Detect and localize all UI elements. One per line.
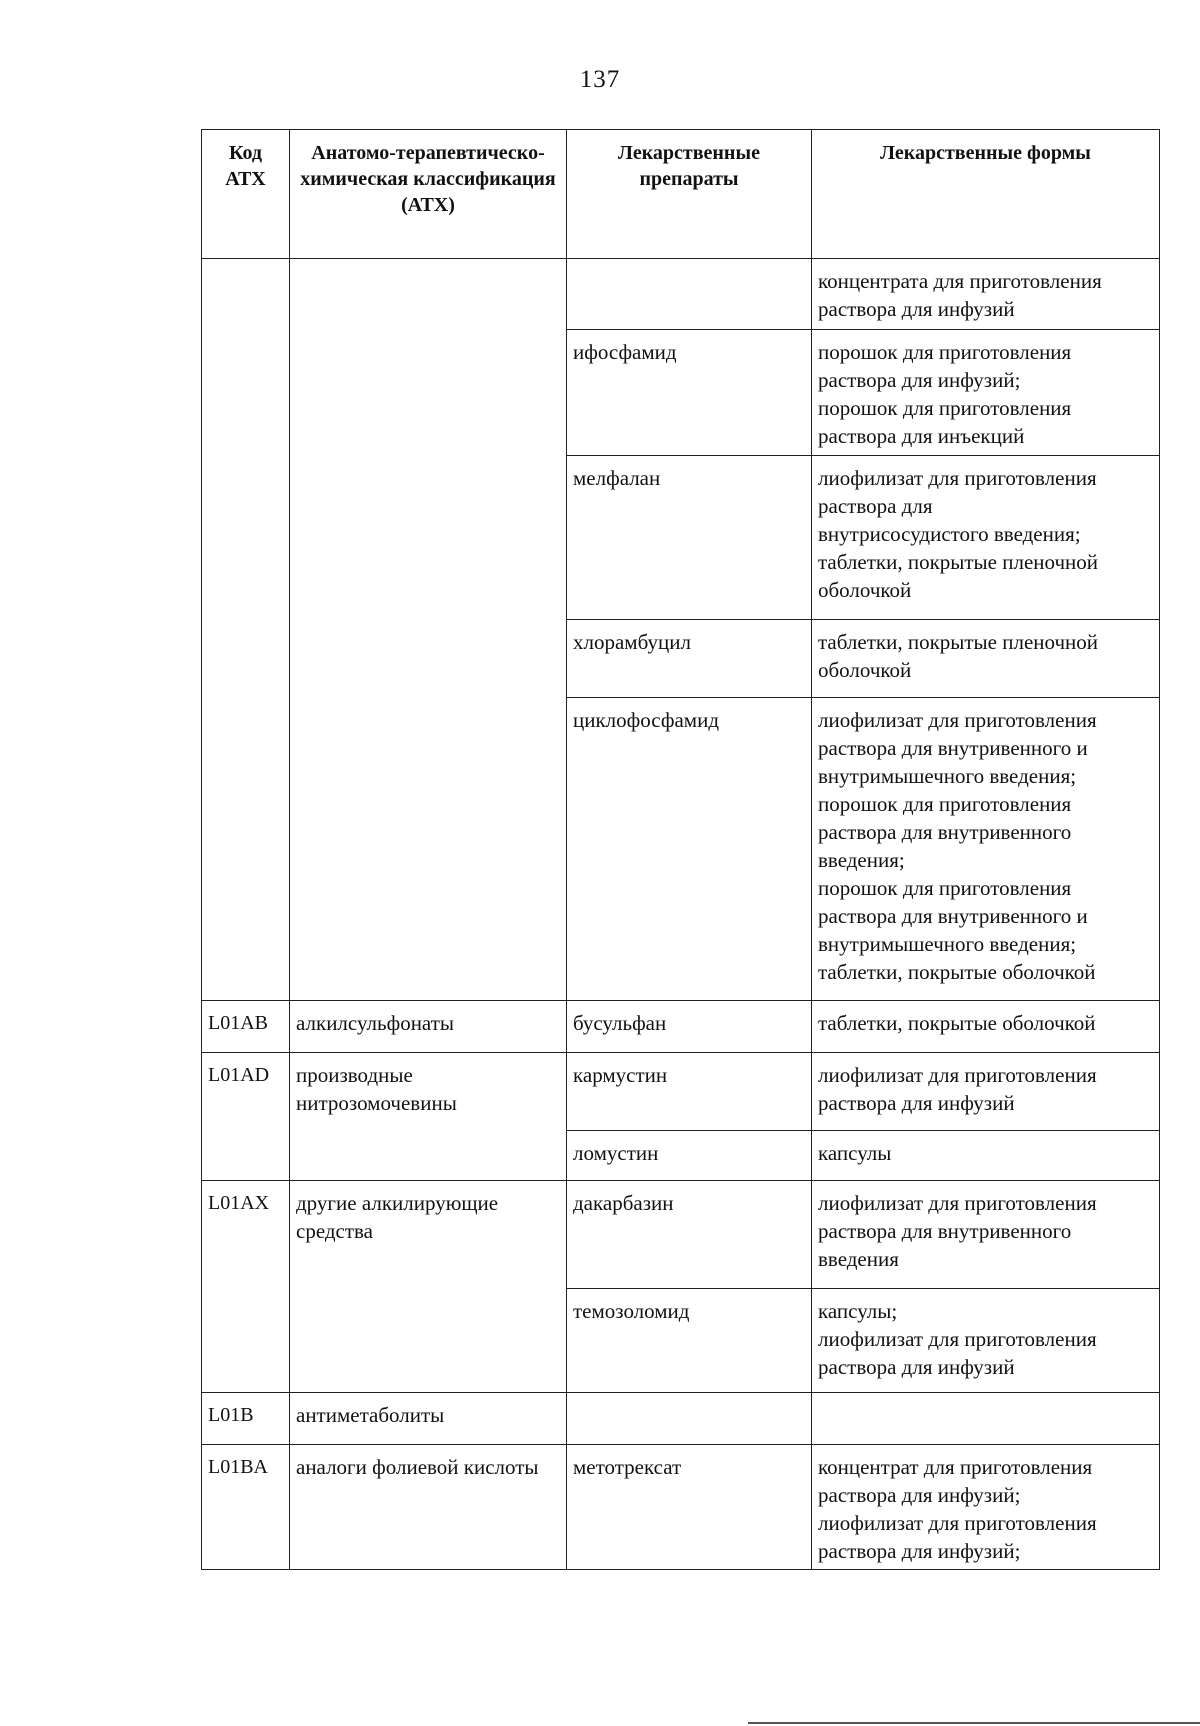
dosage-form-line: раствора для инъекций [818,424,1025,448]
dosage-form-line: концентрат для приготовления [818,1455,1093,1479]
atx-code-cell [202,259,290,1001]
atx-code-cell: L01B [202,1393,290,1445]
dosage-form-line: введения; [818,848,905,872]
drug-name-cell: кармустин [567,1053,812,1131]
atx-code-cell: L01AX [202,1181,290,1393]
dosage-form-line: раствора для инфузий [818,297,1015,321]
dosage-form-line: раствора для внутривенного [818,1219,1072,1243]
dosage-forms-cell [812,259,1160,330]
drug-name-cell: бусульфан [567,1001,812,1053]
drug-name-cell: дакарбазин [567,1181,812,1289]
dosage-form-line: капсулы; [818,1299,898,1323]
dosage-form-line: порошок для приготовления [818,340,1072,364]
dosage-form-line: раствора для внутривенного [818,820,1072,844]
dosage-form-line: таблетки, покрытые пленочной [818,630,1099,654]
header-code: Код АТХ [202,130,290,259]
dosage-form-line: оболочкой [818,658,912,682]
table-row [202,1181,1160,1289]
atx-classification-cell: аналоги фолиевой кислоты [290,1445,567,1570]
table-body [202,259,1160,1570]
dosage-form-line: таблетки, покрытые оболочкой [818,960,1096,984]
header-forms: Лекарственные формы [812,130,1160,259]
dosage-form-line: порошок для приготовления [818,876,1072,900]
header-classification: Анатомо-терапевтическо-химическая классификация (АТХ) [290,130,567,259]
atx-classification-cell: алкилсульфонаты [290,1001,567,1053]
dosage-form-line: капсулы [818,1141,892,1165]
dosage-form-line: раствора для [818,494,933,518]
dosage-forms-cell [812,1053,1160,1131]
dosage-form-line: лиофилизат для приготовления [818,1063,1097,1087]
dosage-form-line: лиофилизат для приготовления [818,1511,1097,1535]
atx-classification-cell: антиметаболиты [290,1393,567,1445]
dosage-forms-cell [812,1001,1160,1053]
dosage-form-line: таблетки, покрытые оболочкой [818,1011,1096,1035]
dosage-forms-cell [812,330,1160,456]
dosage-form-line: внутримышечного введения; [818,764,1077,788]
table-row [202,1393,1160,1445]
dosage-form-line: раствора для инфузий [818,1091,1015,1115]
dosage-form-line: порошок для приготовления [818,396,1072,420]
dosage-forms-cell [812,1289,1160,1393]
dosage-form-line: оболочкой [818,578,912,602]
dosage-form-line: таблетки, покрытые пленочной [818,550,1099,574]
dosage-form-line: раствора для внутривенного и [818,736,1088,760]
dosage-form-line: внутримышечного введения; [818,932,1077,956]
dosage-form-line: лиофилизат для приготовления [818,1191,1097,1215]
dosage-forms-cell [812,698,1160,1001]
drug-name-cell [567,259,812,330]
page-number: 137 [579,66,621,93]
drug-name-cell: хлорамбуцил [567,620,812,698]
dosage-form-line: раствора для инфузий; [818,368,1021,392]
atx-classification-cell [290,259,567,1001]
table-row [202,1001,1160,1053]
dosage-forms-cell [812,456,1160,620]
table-header-row [202,130,1160,259]
atx-table [201,129,1160,1570]
table-row [202,1445,1160,1570]
page-bottom-rule [748,1722,1200,1724]
atx-classification-cell: другие алкилирующие средства [290,1181,567,1393]
drug-name-cell: темозоломид [567,1289,812,1393]
atx-code-cell: L01AD [202,1053,290,1181]
dosage-forms-cell [812,1131,1160,1181]
dosage-form-line: лиофилизат для приготовления [818,1327,1097,1351]
dosage-forms-cell [812,1393,1160,1445]
dosage-form-line: порошок для приготовления [818,792,1072,816]
dosage-form-line: раствора для инфузий; [818,1539,1021,1563]
dosage-form-line: раствора для инфузий [818,1355,1015,1379]
header-drugs: Лекарственные препараты [567,130,812,259]
atx-code-cell: L01AB [202,1001,290,1053]
dosage-form-line: лиофилизат для приготовления [818,708,1097,732]
dosage-form-line: лиофилизат для приготовления [818,466,1097,490]
dosage-forms-cell [812,620,1160,698]
drug-name-cell: метотрексат [567,1445,812,1570]
dosage-forms-cell [812,1181,1160,1289]
table-row [202,259,1160,330]
dosage-form-line: раствора для инфузий; [818,1483,1021,1507]
table-row [202,1053,1160,1131]
atx-table-container [201,129,1160,1570]
dosage-form-line: раствора для внутривенного и [818,904,1088,928]
dosage-form-line: внутрисосудистого введения; [818,522,1081,546]
dosage-forms-cell [812,1445,1160,1570]
drug-name-cell: ломустин [567,1131,812,1181]
dosage-form-line: концентрата для приготовления [818,269,1102,293]
drug-name-cell: мелфалан [567,456,812,620]
drug-name-cell: циклофосфамид [567,698,812,1001]
atx-code-cell: L01BA [202,1445,290,1570]
dosage-form-line: введения [818,1247,899,1271]
atx-classification-cell: производные нитрозомочевины [290,1053,567,1181]
drug-name-cell: ифосфамид [567,330,812,456]
drug-name-cell [567,1393,812,1445]
